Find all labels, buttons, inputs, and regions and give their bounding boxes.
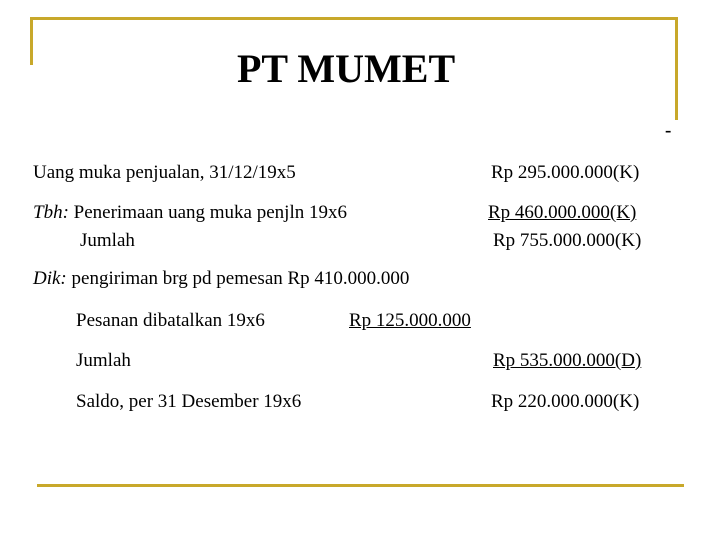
- row-value-uang-muka: Rp 295.000.000(K): [491, 162, 640, 183]
- row-label-jumlah-1: Jumlah: [80, 230, 135, 251]
- row-label-pesanan: Pesanan dibatalkan 19x6: [76, 310, 265, 331]
- tbh-prefix: Tbh:: [33, 202, 69, 223]
- row-label-saldo: Saldo, per 31 Desember 19x6: [76, 391, 302, 412]
- row-value-pesanan: Rp 125.000.000: [349, 310, 471, 331]
- row-label-jumlah-2: Jumlah: [76, 350, 131, 371]
- left-border-line: [30, 17, 33, 65]
- row-value-saldo: Rp 220.000.000(K): [491, 391, 640, 412]
- row-label-uang-muka: Uang muka penjualan, 31/12/19x5: [33, 162, 296, 183]
- row-value-tbh: Rp 460.000.000(K): [488, 202, 637, 223]
- row-label-dik: [33, 268, 409, 290]
- dik-prefix: Dik:: [33, 268, 67, 289]
- marker-dash: -: [665, 120, 672, 141]
- row-value-jumlah-1: Rp 755.000.000(K): [493, 230, 642, 251]
- dik-text: pengiriman brg pd pemesan Rp 410.000.000: [66, 268, 410, 289]
- right-border-line: [675, 17, 678, 120]
- bottom-border-line: [37, 484, 684, 487]
- page-title: PT MUMET: [237, 46, 456, 91]
- row-value-jumlah-2: Rp 535.000.000(D): [493, 350, 642, 371]
- row-label-tbh: [33, 202, 347, 224]
- tbh-text: Penerimaan uang muka penjln 19x6: [68, 202, 347, 223]
- top-border-line: [30, 17, 678, 20]
